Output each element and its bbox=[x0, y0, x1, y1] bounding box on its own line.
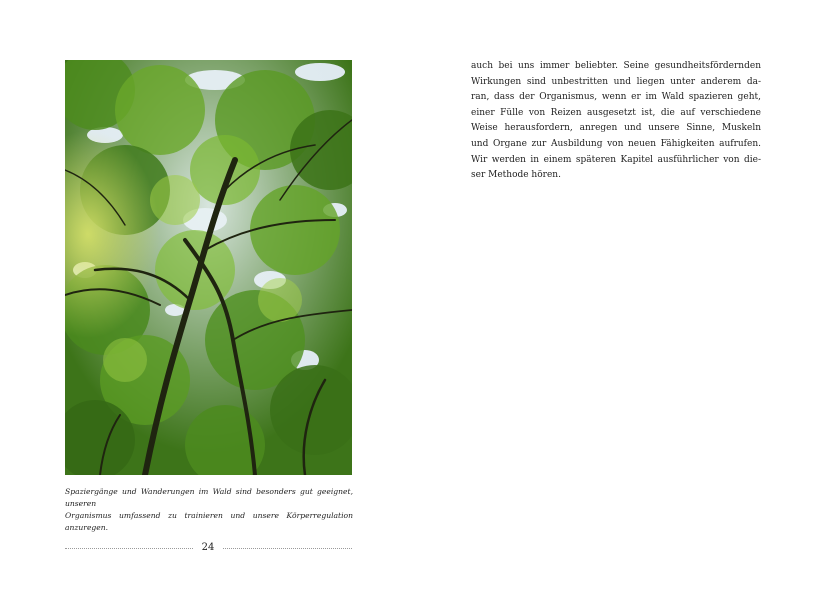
page-footer bbox=[65, 541, 352, 555]
body-paragraph bbox=[471, 59, 761, 184]
text-line: einer Fülle von Reizen ausgesetzt ist, die auf verschiedene bbox=[471, 107, 761, 118]
dotted-rule-right bbox=[223, 548, 352, 549]
text-line: Wirkungen sind unbestritten und liegen unter anderem da- bbox=[471, 76, 761, 87]
text-line: und Organe zur Ausbildung von neuen Fähigkeiten aufrufen. bbox=[471, 138, 761, 149]
text-line: auch bei uns immer beliebter. Seine gesundheitsfördernden bbox=[471, 61, 761, 71]
caption-line: Organismus umfassend zu trainieren und unsere Körperregulation anzuregen. bbox=[65, 511, 353, 532]
forest-canopy-photo bbox=[65, 60, 352, 475]
text-line: Wir werden in einem späteren Kapitel ausführlicher von die- bbox=[471, 154, 761, 165]
text-line: Weise herausfordern, anregen und unsere Sinne, Muskeln bbox=[471, 123, 761, 134]
caption-line: Spaziergänge und Wanderungen im Wald sind besonders gut geeignet, unseren bbox=[65, 487, 353, 508]
text-line: ran, dass der Organismus, wenn er im Wald spazieren geht, bbox=[471, 92, 761, 103]
page-number: 24 bbox=[201, 542, 215, 553]
photo-caption bbox=[65, 486, 353, 534]
dotted-rule-left bbox=[65, 548, 193, 549]
text-line: ser Methode hören. bbox=[471, 170, 561, 181]
forest-canopy-illustration bbox=[65, 60, 352, 475]
